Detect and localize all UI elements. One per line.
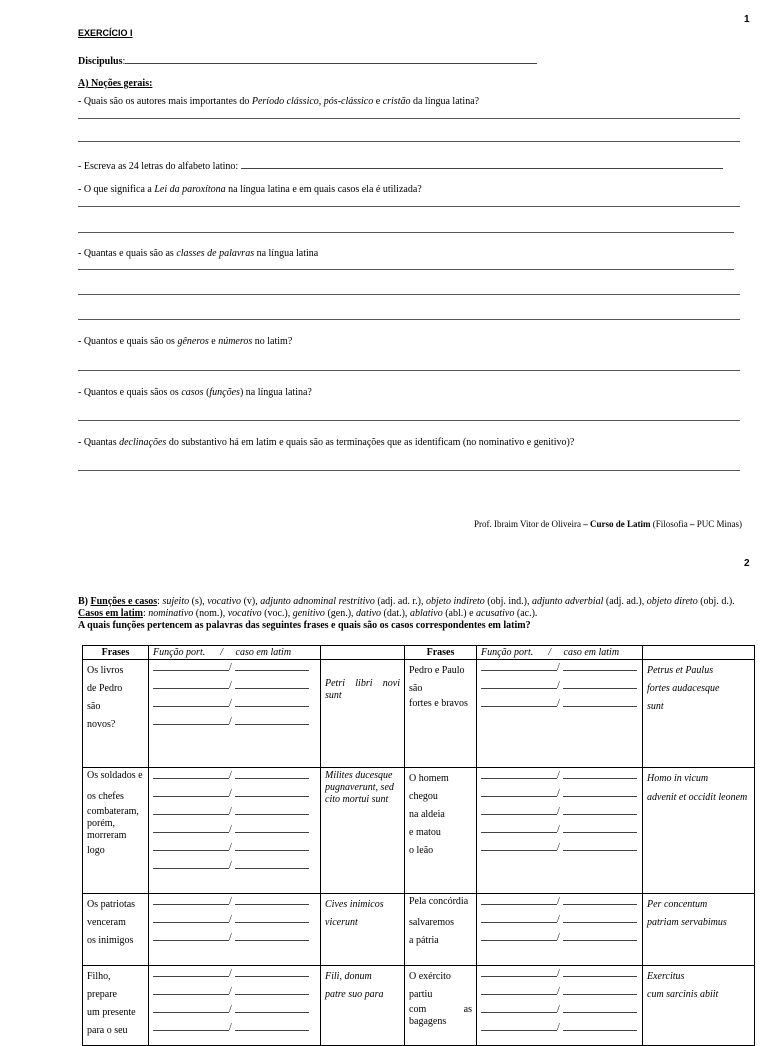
frase-cell: Os soldados e os chefes combateram, porém, morreram logo: [83, 768, 149, 894]
latin-cell: Per concentum patriam servabimus: [643, 894, 755, 966]
latin-cell: Fili, donum patre suo para: [321, 966, 405, 1046]
frase-cell: Pedro e Paulo são fortes e bravos: [405, 660, 477, 768]
frase-cell: Os patriotas venceram os inimigos: [83, 894, 149, 966]
section-b-intro: B) Funções e casos: sujeito (s), vocativo (v), adjunto adnominal restritivo (adj. ad. r.), objeto indireto (obj. ind.), adjunto adverbial (adj. ad.), objeto direto (obj. d.). Casos em latim: nominativo (nom.), vocativo (voc.), genitivo (gen.), dativo (dat.), ablativo (abl.) e acusativo (ac.). A quais funções pertencem as palavras das seguintes frases e quais são os casos correspondentes em latim?: [78, 596, 746, 632]
answer-cell[interactable]: / / / /: [149, 966, 321, 1046]
discipulus-line: Discipulus:: [78, 54, 537, 68]
answer-line[interactable]: [78, 319, 740, 320]
answer-line[interactable]: [78, 370, 740, 371]
answer-line[interactable]: [78, 269, 734, 270]
answer-line[interactable]: [78, 470, 740, 471]
frase-cell: Pela concórdia salvaremos a pátria: [405, 894, 477, 966]
discipulus-label: Discipulus: [78, 56, 123, 67]
latin-cell: Exercitus cum sarcinis abiit: [643, 966, 755, 1046]
answer-cell[interactable]: / / /: [477, 894, 643, 966]
question-3: - O que significa a Lei da paroxítona na língua latina e em quais casos ela é utilizada?: [78, 184, 422, 195]
question-1: - Quais são os autores mais importantes do Período clássico, pós-clássico e cristão da língua latina?: [78, 96, 480, 107]
question-5: - Quantos e quais são os gêneros e números no latim?: [78, 336, 293, 347]
latin-cell: Homo in vicum advenit et occidit leonem: [643, 768, 755, 894]
answer-line[interactable]: [78, 206, 740, 207]
header-funcao-caso: Função port. / caso em latim: [149, 646, 321, 660]
table-row: [83, 660, 755, 768]
latin-cell: Petrus et Paulus fortes audacesque sunt: [643, 660, 755, 768]
question-7: - Quantas declinações do substantivo há em latim e quais são as terminações que as identificam (no nominativo e genitivo)?: [78, 437, 575, 448]
answer-cell[interactable]: / / /: [477, 660, 643, 768]
frase-cell: Os livros de Pedro são novos?: [83, 660, 149, 768]
answer-line[interactable]: [78, 420, 740, 421]
answer-cell[interactable]: / / / / / /: [149, 768, 321, 894]
latin-cell: Petri libri novi sunt: [321, 660, 405, 768]
answer-cell[interactable]: / / / /: [477, 966, 643, 1046]
header-frases: Frases: [405, 646, 477, 660]
name-blank[interactable]: [125, 54, 537, 64]
table-row: [83, 768, 755, 894]
frase-cell: Filho, prepare um presente para o seu: [83, 966, 149, 1046]
answer-cell[interactable]: / / / / /: [477, 768, 643, 894]
frase-cell: O exército partiu com as bagagens: [405, 966, 477, 1046]
header-funcao-caso: Função port. / caso em latim: [477, 646, 643, 660]
table-row: [83, 894, 755, 966]
section-a-heading: A) Noções gerais:: [78, 78, 153, 89]
exercise-table: [82, 645, 755, 1046]
section-b-question: A quais funções pertencem as palavras das seguintes frases e quais são os casos correspondentes em latim?: [78, 620, 531, 631]
page-number: 1: [744, 14, 750, 25]
exercise-title: EXERCÍCIO I: [78, 28, 133, 38]
latin-cell: Cives inimicos vicerunt: [321, 894, 405, 966]
table-row: [83, 966, 755, 1046]
answer-cell[interactable]: / / / /: [149, 660, 321, 768]
answer-line[interactable]: [78, 118, 740, 119]
latin-cell: Milites ducesque pugnaverunt, sed cito mortui sunt: [321, 768, 405, 894]
question-4: - Quantas e quais são as classes de palavras na língua latina: [78, 248, 319, 259]
answer-cell[interactable]: / / /: [149, 894, 321, 966]
question-6: - Quantos e quais sãos os casos (funções) na língua latina?: [78, 387, 312, 398]
answer-blank[interactable]: [241, 159, 723, 169]
answer-line[interactable]: [78, 294, 740, 295]
answer-line[interactable]: [78, 232, 734, 233]
question-2: - Escreva as 24 letras do alfabeto latino:: [78, 159, 723, 173]
answer-line[interactable]: [78, 141, 740, 142]
page-footer: Prof. Ibraim Vitor de Oliveira – Curso de Latim (Filosofia – PUC Minas): [473, 519, 742, 529]
header-latin-empty: [321, 646, 405, 660]
page-number: 2: [744, 558, 750, 569]
header-latin-empty: [643, 646, 755, 660]
table-header-row: [83, 646, 755, 660]
frase-cell: O homem chegou na aldeia e matou o leão: [405, 768, 477, 894]
header-frases: Frases: [83, 646, 149, 660]
